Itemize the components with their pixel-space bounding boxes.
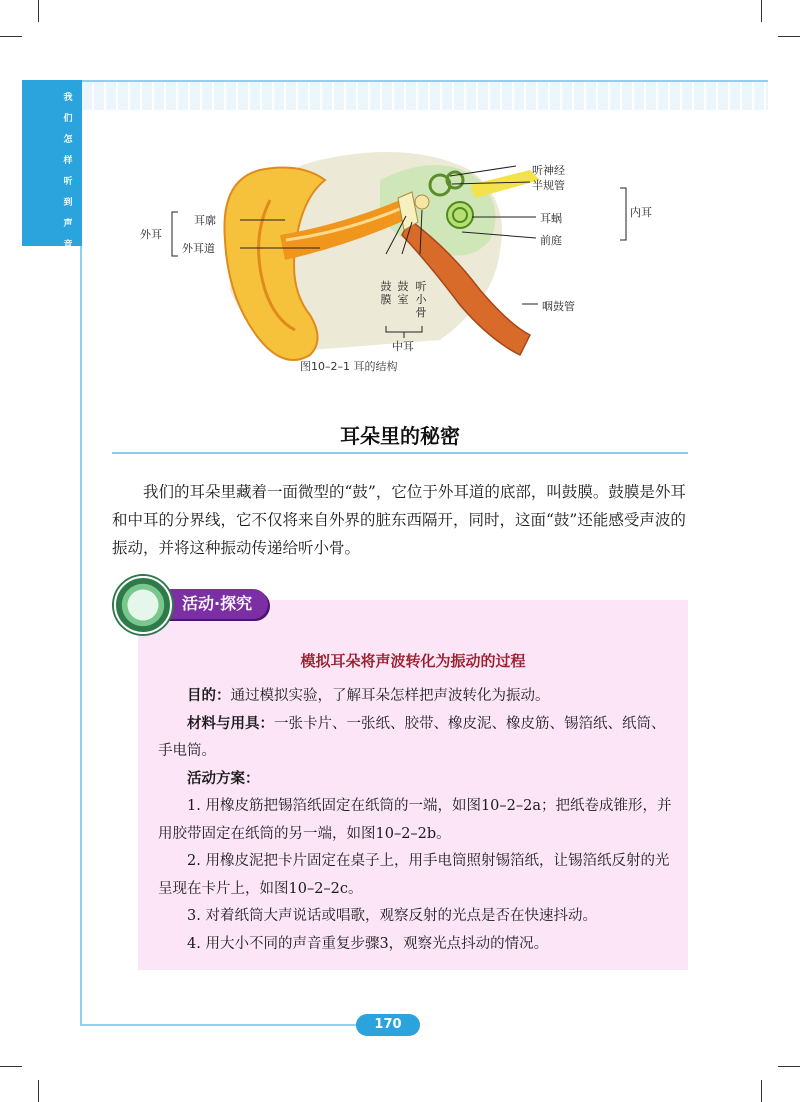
label-ossicles: 听小骨 xyxy=(415,280,427,319)
tab-char: 们 xyxy=(63,114,73,124)
label-ear-canal: 外耳道 xyxy=(182,242,215,255)
label-outer-ear: 外耳 xyxy=(140,228,162,241)
crop-mark xyxy=(0,36,22,37)
activity-step: 1. 用橡皮筋把锡箔纸固定在纸筒的一端，如图10–2–2a；把纸卷成锥形，并用胶带固定在纸筒的另一端，如图10–2–2b。 xyxy=(158,798,672,842)
crop-mark xyxy=(38,1080,39,1102)
body-paragraph: 我们的耳朵里藏着一面微型的“鼓”，它位于外耳道的底部，叫鼓膜。鼓膜是外耳和中耳的分界线，它不仅将来自外界的脏东西隔开，同时，这面“鼓”还能感受声波的振动，并将这种振动传递给听小骨。 xyxy=(112,483,686,557)
chapter-side-tab xyxy=(22,80,82,250)
label-eardrum: 鼓膜 xyxy=(380,280,392,306)
materials-text: 一张卡片、一张纸、胶带、橡皮泥、橡皮筋、锡箔纸、纸筒、手电筒。 xyxy=(158,715,666,759)
tab-char: 我 xyxy=(63,93,73,103)
tab-char: 声 xyxy=(63,219,73,229)
crop-mark xyxy=(0,1066,22,1067)
activity-step: 2. 用橡皮泥把卡片固定在桌子上，用手电筒照射锡箔纸，让锡箔纸反射的光呈现在卡片上，如图10–2–2c。 xyxy=(158,853,670,897)
label-tympanic-cavity: 鼓室 xyxy=(397,280,409,306)
label-middle-ear: 中耳 xyxy=(392,340,414,353)
crop-mark xyxy=(778,1066,800,1067)
crop-mark xyxy=(761,1080,762,1102)
chapter-tab-text xyxy=(60,88,76,256)
label-cochlea: 耳蜗 xyxy=(540,212,562,225)
figure-caption: 图10–2–1 耳的结构 xyxy=(300,360,398,373)
page-frame-left xyxy=(80,246,82,1026)
magnifier-icon xyxy=(114,576,172,634)
activity-plan xyxy=(158,766,676,794)
section-title-underline xyxy=(112,452,688,454)
activity-step: 3. 对着纸筒大声说话或唱歌，观察反射的光点是否在快速抖动。 xyxy=(187,908,597,924)
activity-purpose xyxy=(158,683,676,711)
label-auditory-nerve: 听神经 xyxy=(532,164,565,177)
tab-char: 样 xyxy=(63,156,73,166)
header-band xyxy=(82,82,768,110)
activity-badge-label: 活动·探究 xyxy=(160,589,268,619)
ear-structure-figure xyxy=(110,140,652,390)
label-vestibule: 前庭 xyxy=(540,234,562,247)
plan-label: 活动方案： xyxy=(187,770,260,787)
tab-char: 听 xyxy=(63,177,73,187)
tab-char: 怎 xyxy=(63,135,73,145)
page-number: 170 xyxy=(356,1014,420,1036)
activity-materials xyxy=(158,711,676,766)
page-frame-bottom xyxy=(80,1024,370,1026)
label-auricle: 耳廓 xyxy=(194,214,216,227)
crop-mark xyxy=(778,36,800,37)
activity-body xyxy=(158,683,676,958)
activity-title: 模拟耳朵将声波转化为振动的过程 xyxy=(300,652,526,670)
purpose-label: 目的： xyxy=(187,688,231,704)
tab-char: 到 xyxy=(63,198,73,208)
section-title: 耳朵里的秘密 xyxy=(340,424,460,448)
label-inner-ear: 内耳 xyxy=(630,206,652,219)
label-semicircular-canals: 半规管 xyxy=(532,179,565,192)
materials-label: 材料与用具： xyxy=(187,715,274,732)
activity-step: 4. 用大小不同的声音重复步骤3，观察光点抖动的情况。 xyxy=(187,935,549,952)
purpose-text: 通过模拟实验，了解耳朵怎样把声波转化为振动。 xyxy=(230,688,550,704)
tab-char: 音 xyxy=(63,240,73,250)
crop-mark xyxy=(761,0,762,22)
label-eustachian-tube: 咽鼓管 xyxy=(542,300,575,313)
crop-mark xyxy=(38,0,39,22)
